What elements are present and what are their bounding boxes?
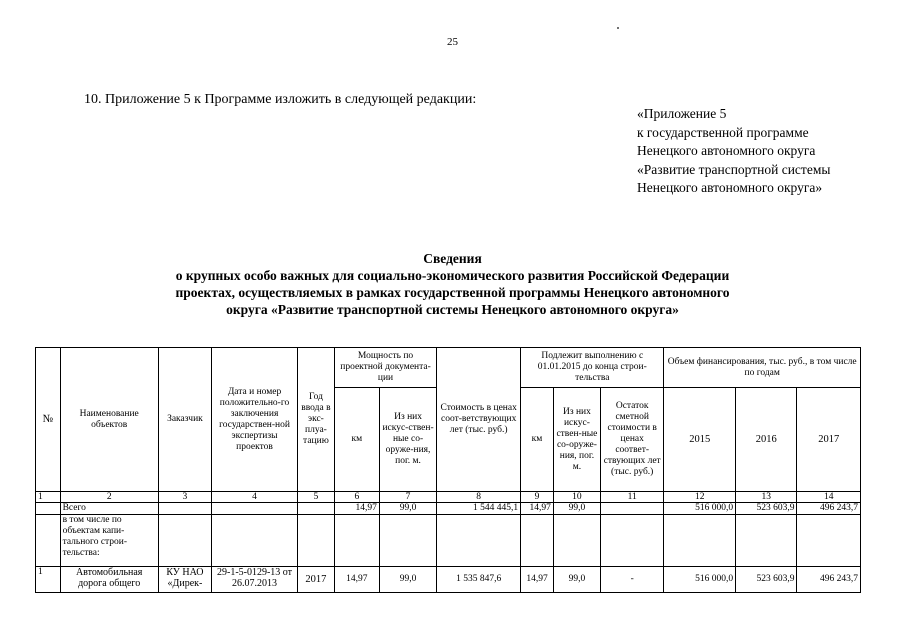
col-number: 3 — [158, 492, 211, 503]
col-number: 11 — [600, 492, 663, 503]
appendix-line: Ненецкого автономного округа — [637, 143, 816, 158]
row-year: 2017 — [298, 567, 335, 593]
heading-line: о крупных особо важных для социально-экономического развития Российской Федерации — [175, 268, 730, 283]
row-remaining-cost: - — [600, 567, 663, 593]
appendix-line: к государственной программе — [637, 124, 809, 140]
header-remaining-structures: Из них искус-ствен-ные со-оруже-ния, пог. м. — [553, 388, 600, 492]
table-row — [36, 567, 861, 593]
total-remaining-structures: 99,0 — [553, 503, 600, 515]
heading-line: округа «Развитие транспортной системы Ненецкого автономного округа» — [226, 302, 679, 317]
col-number: 4 — [212, 492, 298, 503]
total-row — [36, 503, 861, 515]
subheader-row — [36, 515, 861, 567]
col-number: 10 — [553, 492, 600, 503]
row-2017: 496 243,7 — [797, 567, 861, 593]
header-name: Наименование объектов — [60, 348, 158, 492]
row-cost: 1 535 847,6 — [437, 567, 521, 593]
header-year-2016: 2016 — [736, 388, 797, 492]
row-num: 1 — [36, 567, 61, 593]
header-expertise: Дата и номер положительно-го заключения государствен-ной экспертизы проектов — [212, 348, 298, 492]
total-label: Всего — [60, 503, 158, 515]
page-number: 25 — [447, 36, 458, 48]
total-cost: 1 544 445,1 — [437, 503, 521, 515]
col-number: 5 — [298, 492, 335, 503]
total-2015: 516 000,0 — [664, 503, 736, 515]
row-km: 14,97 — [334, 567, 379, 593]
col-number: 14 — [797, 492, 861, 503]
row-customer: КУ НАО «Дирек- — [158, 567, 211, 593]
header-row-top — [36, 348, 861, 388]
header-capacity-km: км — [334, 388, 379, 492]
column-number-row — [36, 492, 861, 503]
row-2016: 523 603,9 — [736, 567, 797, 593]
item-10-text: 10. Приложение 5 к Программе изложить в следующей редакции: — [84, 92, 477, 107]
heading-line: проектах, осуществляемых в рамках государственной программы Ненецкого автономного — [175, 285, 730, 300]
total-structures: 99,0 — [379, 503, 436, 515]
appendix-line: «Развитие транспортной системы — [637, 161, 831, 177]
col-number: 13 — [736, 492, 797, 503]
col-number: 8 — [437, 492, 521, 503]
header-remaining-group: Подлежит выполнению с 01.01.2015 до конца строи-тельства — [521, 348, 664, 388]
total-remaining-km: 14,97 — [521, 503, 554, 515]
appendix-reference — [637, 105, 830, 198]
header-year-2015: 2015 — [664, 388, 736, 492]
heading-title: Сведения — [423, 251, 482, 266]
header-num: № — [36, 348, 61, 492]
header-year-2017: 2017 — [797, 388, 861, 492]
col-number: 7 — [379, 492, 436, 503]
header-remaining-cost: Остаток сметной стоимости в ценах соответ-ствующих лет (тыс. руб.) — [600, 388, 663, 492]
appendix-line: Ненецкого автономного округа» — [637, 180, 823, 195]
col-number: 2 — [60, 492, 158, 503]
col-number: 1 — [36, 492, 61, 503]
projects-table — [35, 347, 861, 593]
col-number: 12 — [664, 492, 736, 503]
row-name: Автомобильная дорога общего — [60, 567, 158, 593]
header-customer: Заказчик — [158, 348, 211, 492]
total-2017: 496 243,7 — [797, 503, 861, 515]
header-capacity-structures: Из них искус-ствен-ные со-оруже-ния, пог. м. — [379, 388, 436, 492]
header-capacity-group: Мощность по проектной документа-ции — [334, 348, 436, 388]
row-structures: 99,0 — [379, 567, 436, 593]
row-expertise: 29-1-5-0129-13 от 26.07.2013 — [212, 567, 298, 593]
subheader-label: в том числе по объектам капи-тального строи-тельства: — [60, 515, 158, 567]
scan-speck — [617, 27, 619, 29]
header-financing-group: Объем финансирования, тыс. руб., в том числе по годам — [664, 348, 861, 388]
row-remaining-km: 14,97 — [521, 567, 554, 593]
col-number: 6 — [334, 492, 379, 503]
header-year: Год ввода в экс-плуа-тацию — [298, 348, 335, 492]
document-heading — [0, 250, 905, 318]
col-number: 9 — [521, 492, 554, 503]
row-2015: 516 000,0 — [664, 567, 736, 593]
appendix-line: «Приложение 5 — [637, 106, 727, 121]
header-remaining-km: км — [521, 388, 554, 492]
row-remaining-structures: 99,0 — [553, 567, 600, 593]
total-km: 14,97 — [334, 503, 379, 515]
total-2016: 523 603,9 — [736, 503, 797, 515]
header-cost: Стоимость в ценах соот-ветствующих лет (тыс. руб.) — [437, 348, 521, 492]
